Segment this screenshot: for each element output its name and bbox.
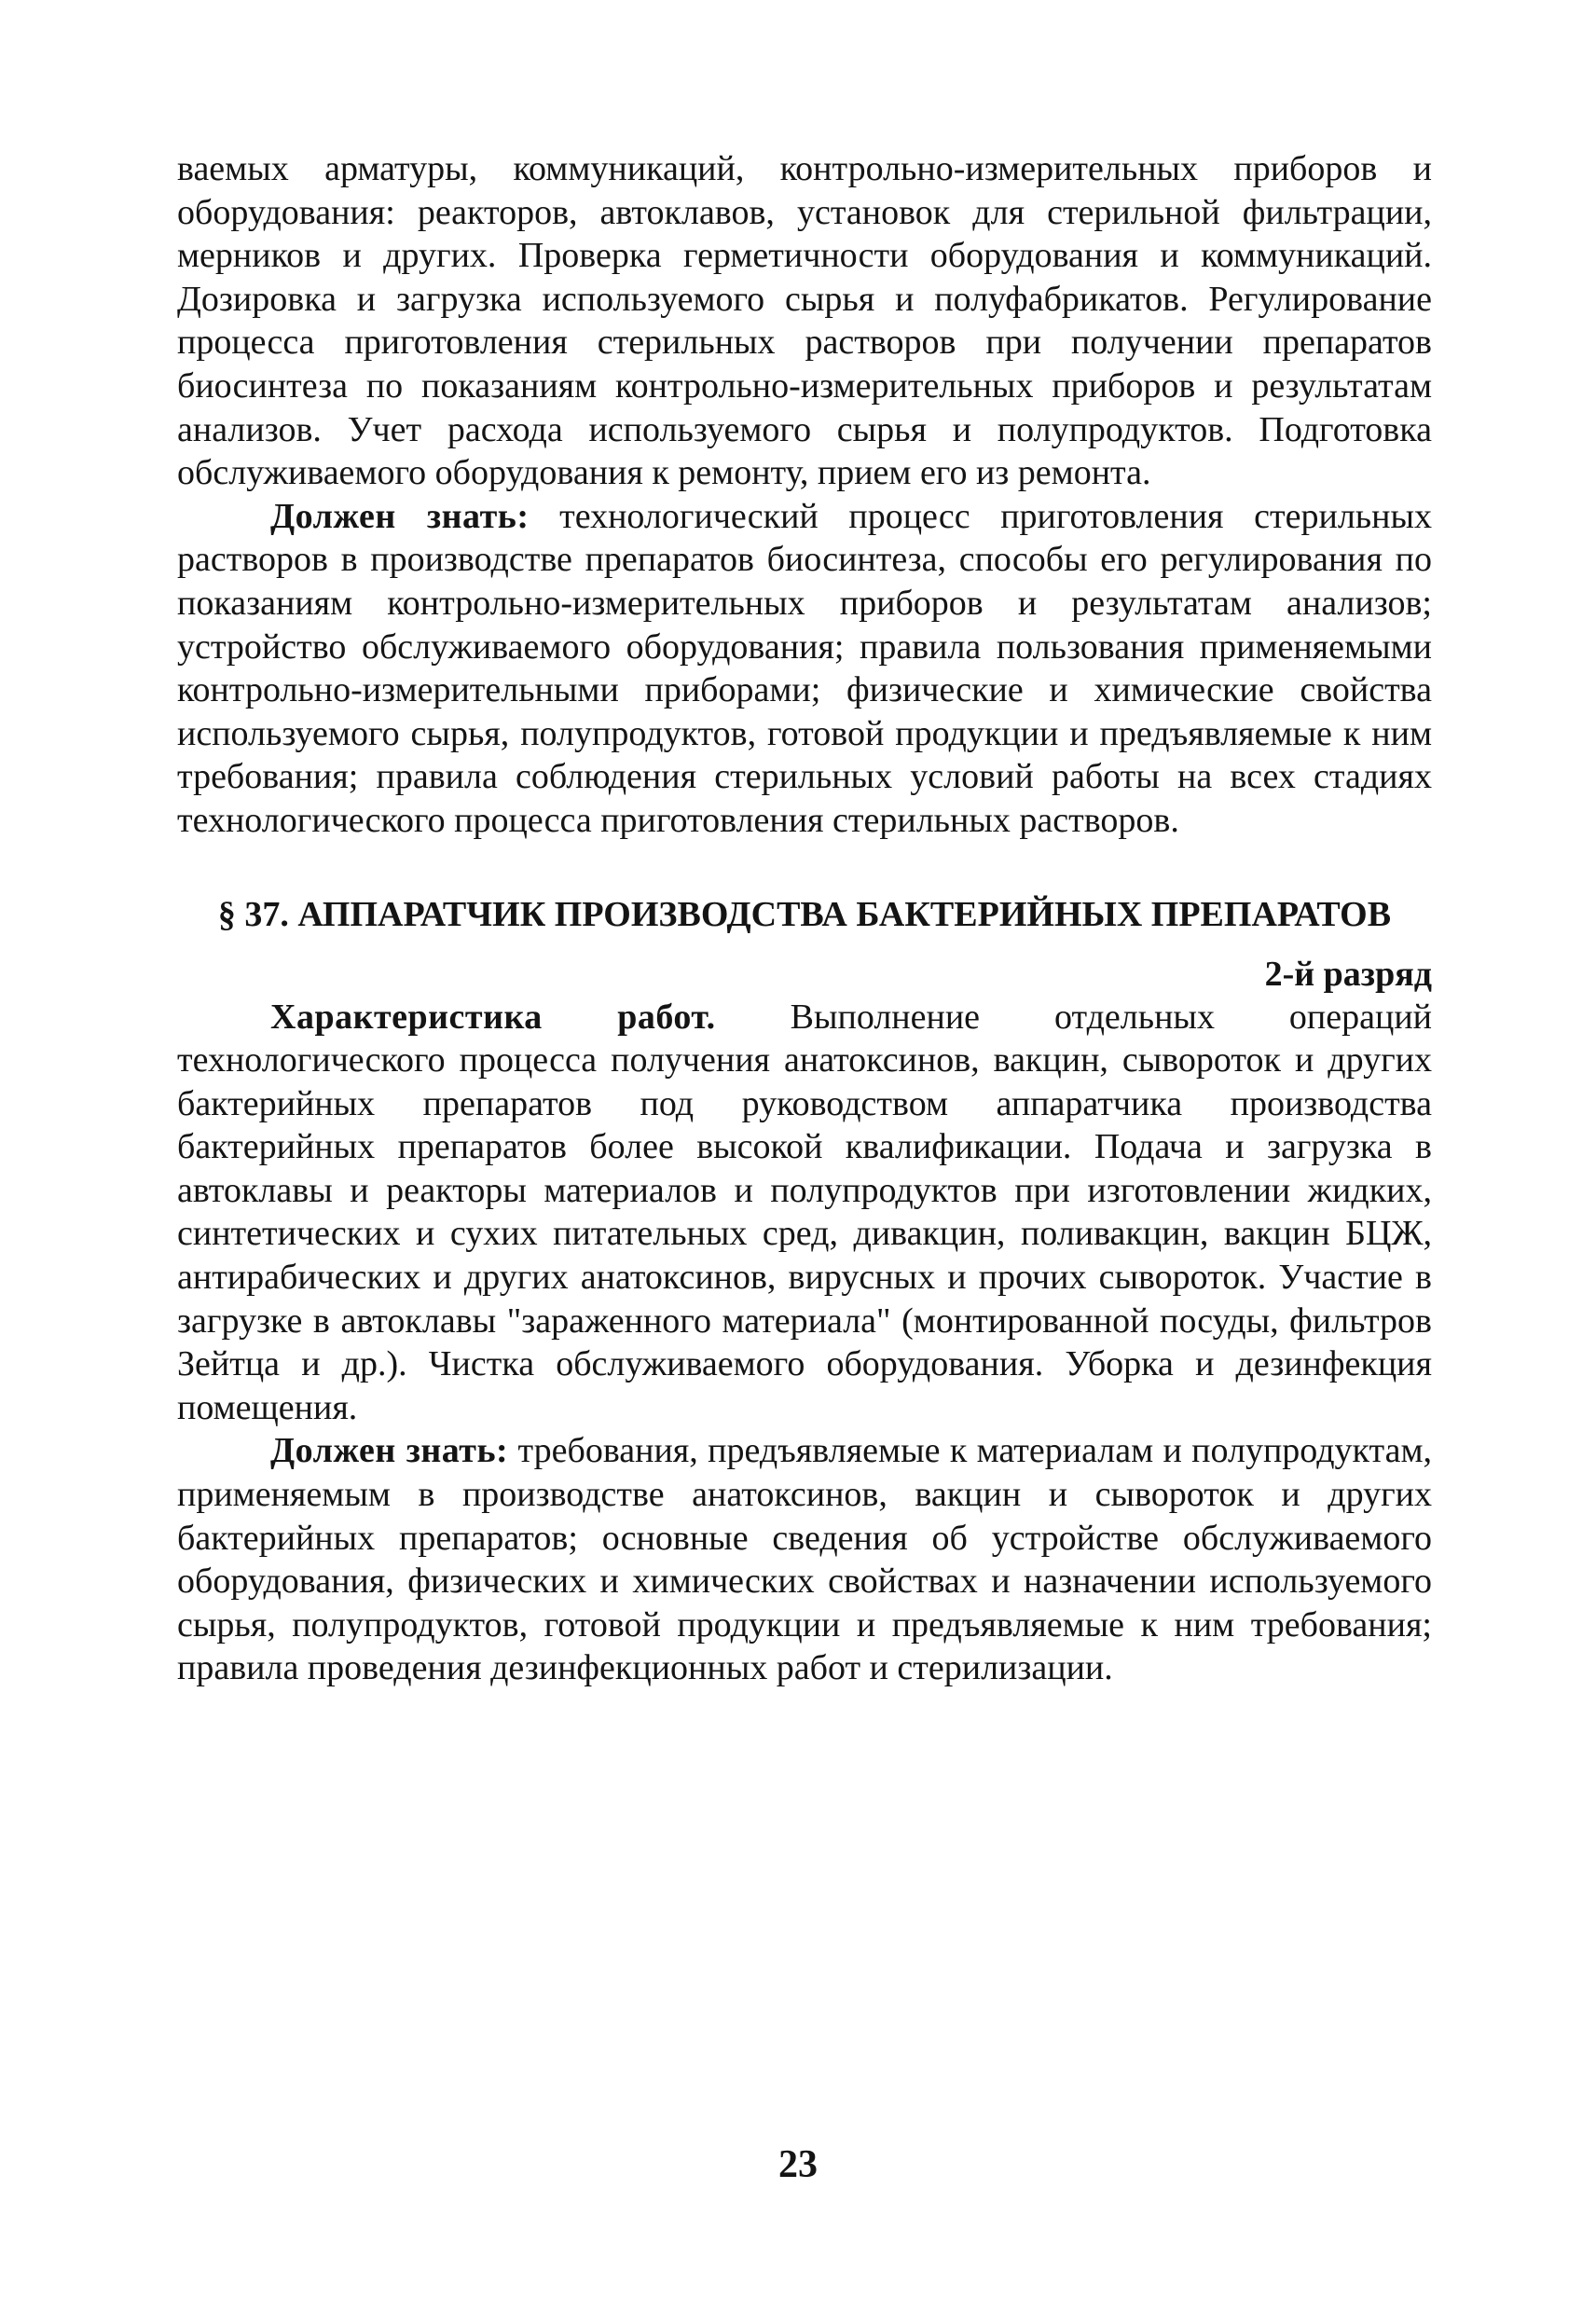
section-heading: § 37. АППАРАТЧИК ПРОИЗВОДСТВА БАКТЕРИЙНЫХ ПРЕПАРАТОВ bbox=[217, 894, 1392, 934]
work-characteristics-label: Характеристика работ. bbox=[270, 997, 716, 1037]
work-characteristics-text: Выполнение отдельных операций технологического процесса получения анатоксинов, вакцин, сывороток и других бактерийных препаратов под руководством аппаратчика производства бактерийных препаратов более высокой квалификации. Подача и загрузка в автоклавы и реакторы материалов и полупродуктов при изготовлении жидких, синтетических и сухих питательных сред, дивакцин, поливакцин, вакцин БЦЖ, антирабических и других анатоксинов, вирусных и прочих сывороток. Участие в загрузке в автоклавы "зараженного материала" (монтированной посуды, фильтров Зейтца и др.). Чистка обслуживаемого оборудования. Уборка и дезинфекция помещения. bbox=[177, 997, 1432, 1427]
must-know-text-2: требования, предъявляемые к материалам и полупродуктам, применяемым в производстве анатоксинов, вакцин и сывороток и других бактерийных препаратов; основные сведения об устройстве обслуживаемого оборудования, физических и химических свойствах и назначении используемого сырья, полупродуктов, готовой продукции и предъявляемые к ним требования; правила проведения дезинфекционных работ и стерилизации. bbox=[177, 1431, 1432, 1688]
page-number: 23 bbox=[778, 2143, 818, 2186]
must-know-paragraph-1 bbox=[177, 495, 1432, 843]
must-know-label-2: Должен знать: bbox=[270, 1431, 509, 1471]
must-know-text-1: технологический процесс приготовления стерильных растворов в производстве препаратов биосинтеза, способы его регулирования по показаниям контрольно-измерительных приборов и результатам анализов; устройство обслуживаемого оборудования; правила пользования применяемыми контрольно-измерительными приборами; физические и химические свойства используемого сырья, полупродуктов, готовой продукции и предъявляемые к ним требования; правила соблюдения стерильных условий работы на всех стадиях технологического процесса приготовления стерильных растворов. bbox=[177, 496, 1432, 840]
must-know-label-1: Должен знать: bbox=[270, 496, 530, 536]
work-characteristics-paragraph bbox=[177, 996, 1432, 1430]
page-body bbox=[177, 147, 1432, 1690]
grade-label: 2-й разряд bbox=[1264, 954, 1432, 994]
must-know-paragraph-2 bbox=[177, 1429, 1432, 1690]
continuation-paragraph: ваемых арматуры, коммуникаций, контрольно-измерительных приборов и оборудования: реакторов, автоклавов, установок для стерильной фильтрации, мерников и других. Проверка герметичности оборудования и коммуникаций. Дозировка и загрузка используемого сырья и полуфабрикатов. Регулирование процесса приготовления стерильных растворов при получении препаратов биосинтеза по показаниям контрольно-измерительных приборов и результатам анализов. Учет расхода используемого сырья и полупродуктов. Подготовка обслуживаемого оборудования к ремонту, прием его из ремонта. bbox=[177, 149, 1432, 493]
